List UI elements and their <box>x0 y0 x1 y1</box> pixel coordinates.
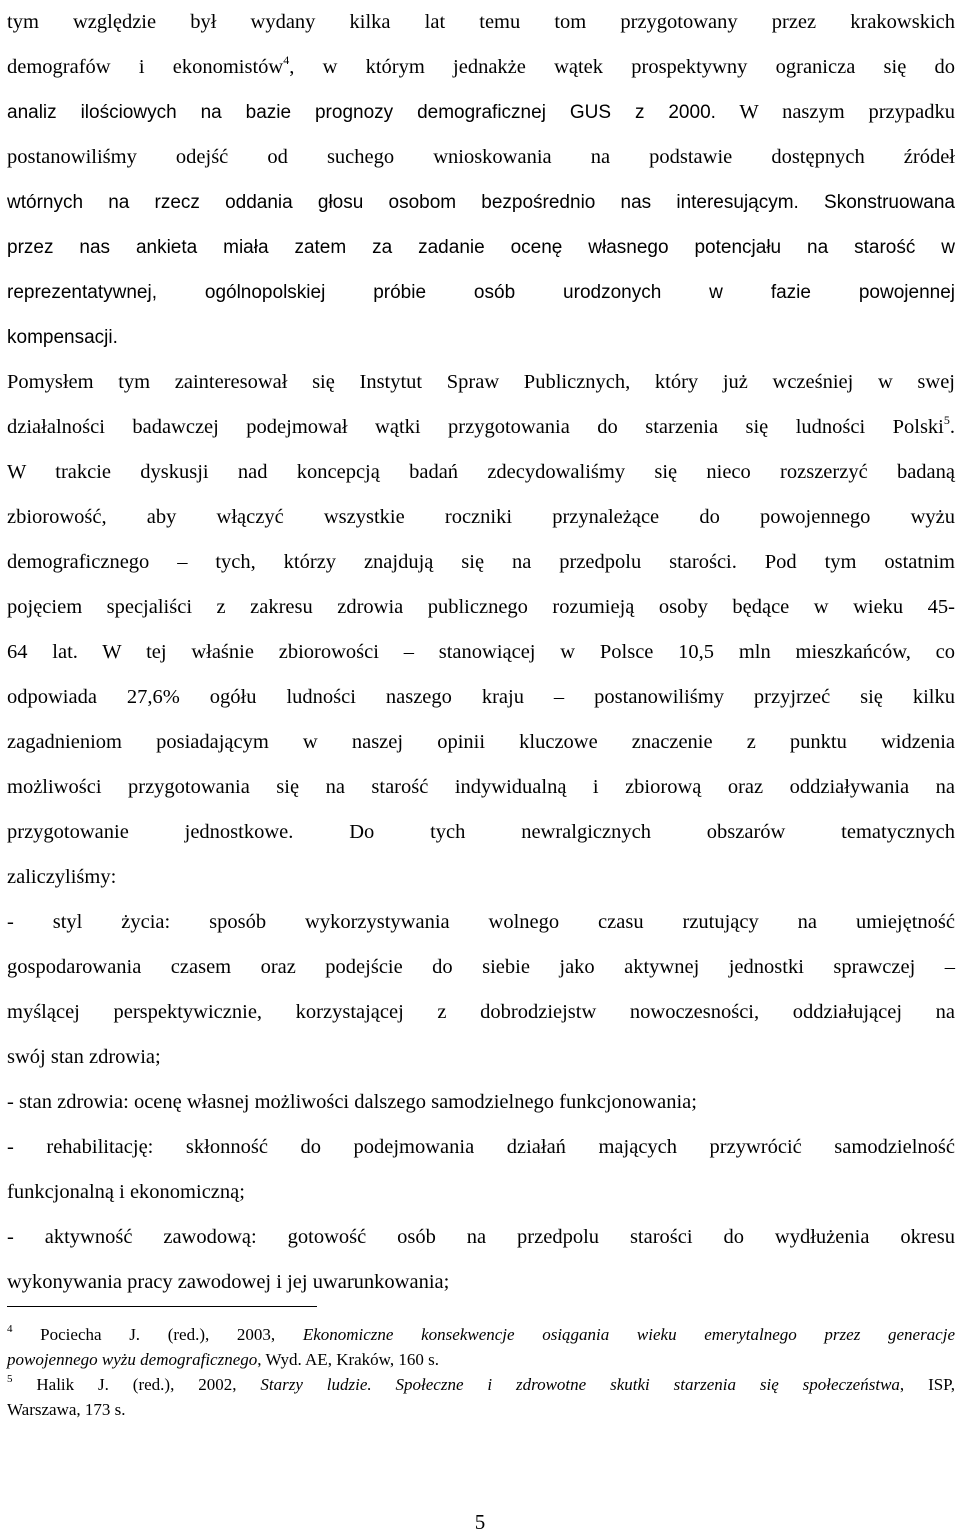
text-line: przez nas ankieta miała zatem za zadanie ocenę własnego potencjału na starość w <box>7 237 955 258</box>
list-item: - rehabilitację: skłonność do podejmowania działań mających przywrócić samodzielność <box>7 1136 955 1158</box>
text-line: demografów i ekonomistów$^4$, w którym jednakże wątek prospektywny ogranicza się do <box>7 53 956 78</box>
text-line: postanowiliśmy odejść od suchego wnioskowania na podstawie dostępnych źródeł <box>7 146 955 168</box>
text-line: działalności badawczej podejmował wątki przygotowania do starzenia się ludności Polski$^5$. <box>7 413 955 438</box>
text-line: zagadnieniom posiadającym w naszej opinii kluczowe znaczenie z punktu widzenia <box>7 731 955 753</box>
list-item-continued: myślącej perspektywicznie, korzystającej z dobrodziejstw nowoczesności, oddziałującej na <box>7 1001 955 1023</box>
footnote-5-continued: Warszawa, 173 s. <box>7 1400 126 1419</box>
text-line: Pomysłem tym zainteresował się Instytut Spraw Publicznych, który już wcześniej w swej <box>7 371 955 393</box>
footnote-4: $^4$ Pociecha J. (red.), 2003, Ekonomiczne konsekwencje osiągania wieku emerytalnego przez generacje <box>7 1323 955 1344</box>
footnote-ref-5: 5 <box>943 413 950 427</box>
text-line: pojęciem specjaliści z zakresu zdrowia publicznego rozumieją osoby będące w wieku 45- <box>7 596 955 618</box>
text-line: zaliczyliśmy: <box>7 866 117 888</box>
page-number: 5 <box>474 1510 486 1534</box>
footnote-5: $^5$ Halik J. (red.), 2002, Starzy ludzie. Społeczne i zdrowotne skutki starzenia się społeczeństwa, ISP, <box>7 1373 955 1394</box>
list-item-continued: wykonywania pracy zawodowej i jej uwarunkowania; <box>7 1271 450 1293</box>
list-item-continued: funkcjonalną i ekonomiczną; <box>7 1181 245 1203</box>
list-item-continued: swój stan zdrowia; <box>7 1046 161 1068</box>
text-line: demograficznego – tych, którzy znajdują się na przedpolu starości. Pod tym ostatnim <box>7 551 955 573</box>
list-item: - stan zdrowia: ocenę własnej możliwości dalszego samodzielnego funkcjonowania; <box>7 1091 697 1113</box>
text-line: tym względzie był wydany kilka lat temu tom przygotowany przez krakowskich <box>7 11 955 33</box>
text-line: analiz ilościowych na bazie prognozy demograficznej GUS z 2000. W naszym przypadku <box>7 101 955 123</box>
document-page <box>7 0 955 1305</box>
footnote-separator <box>7 1306 317 1307</box>
text-line: 64 lat. W tej właśnie zbiorowości – stanowiącej w Polsce 10,5 mln mieszkańców, co <box>7 641 955 663</box>
body-text <box>7 0 955 1305</box>
text-line: reprezentatywnej, ogólnopolskiej próbie osób urodzonych w fazie powojennej <box>7 282 955 303</box>
text-line: odpowiada 27,6% ogółu ludności naszego kraju – postanowiliśmy przyjrzeć się kilku <box>7 686 955 708</box>
list-item-continued: gospodarowania czasem oraz podejście do siebie jako aktywnej jednostki sprawczej – <box>7 956 955 978</box>
list-item: - aktywność zawodową: gotowość osób na przedpolu starości do wydłużenia okresu <box>7 1226 955 1248</box>
text-line: zbiorowość, aby włączyć wszystkie roczniki przynależące do powojennego wyżu <box>7 506 955 528</box>
text-line: W trakcie dyskusji nad koncepcją badań zdecydowaliśmy się nieco rozszerzyć badaną <box>7 461 955 483</box>
footnote-ref-4: 4 <box>283 53 290 67</box>
footnotes <box>7 1322 955 1422</box>
text-line: kompensacji. <box>7 327 118 348</box>
text-line: przygotowanie jednostkowe. Do tych newralgicznych obszarów tematycznych <box>7 821 955 843</box>
footnote-4-continued: powojennego wyżu demograficznego, Wyd. AE, Kraków, 160 s. <box>7 1350 439 1369</box>
list-item: - styl życia: sposób wykorzystywania wolnego czasu rzutujący na umiejętność <box>7 911 955 933</box>
text-line: wtórnych na rzecz oddania głosu osobom bezpośrednio nas interesującym. Skonstruowana <box>7 192 955 213</box>
text-line: możliwości przygotowania się na starość indywidualną i zbiorową oraz oddziaływania na <box>7 776 955 798</box>
